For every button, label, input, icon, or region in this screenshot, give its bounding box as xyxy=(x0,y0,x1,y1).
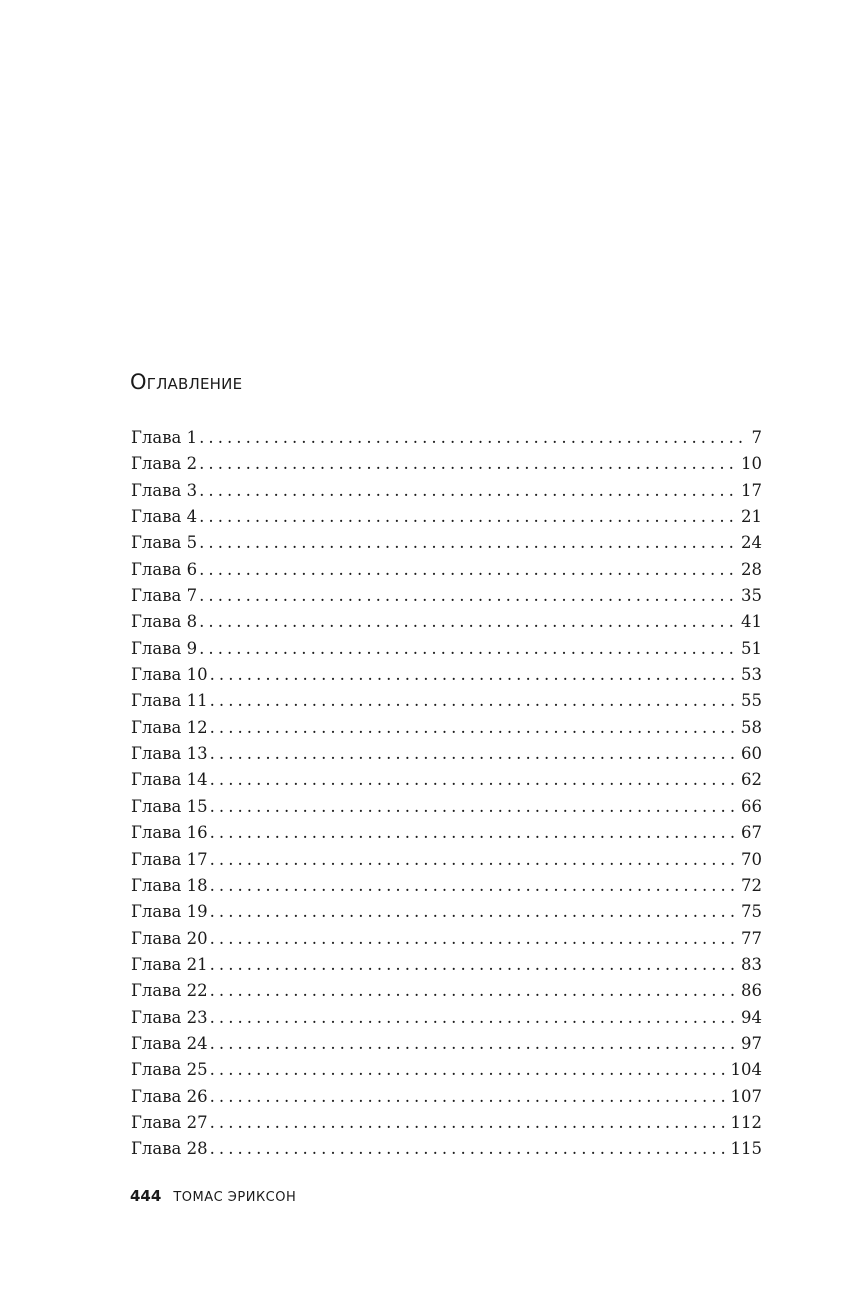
toc-entry-27[interactable] xyxy=(131,1110,762,1136)
toc-entry-page: 67 xyxy=(737,820,762,846)
toc-entry-13[interactable] xyxy=(131,741,762,767)
toc-entry-label: Глава 19 xyxy=(131,899,210,925)
toc-entry-label: Глава 25 xyxy=(131,1057,210,1083)
toc-dot-leader xyxy=(210,1110,727,1136)
toc-entry-label: Глава 12 xyxy=(131,715,210,741)
toc-entry-label: Глава 24 xyxy=(131,1031,210,1057)
toc-dot-leader xyxy=(199,451,737,477)
toc-entry-label: Глава 9 xyxy=(131,636,199,662)
toc-entry-label: Глава 15 xyxy=(131,794,210,820)
toc-entry-label: Глава 7 xyxy=(131,583,199,609)
toc-entry-label: Глава 17 xyxy=(131,847,210,873)
toc-entry-8[interactable] xyxy=(131,609,762,635)
toc-entry-page: 94 xyxy=(737,1005,762,1031)
toc-entry-16[interactable] xyxy=(131,820,762,846)
toc-entry-page: 21 xyxy=(737,504,762,530)
toc-entry-15[interactable] xyxy=(131,794,762,820)
footer-author: ТОМАС ЭРИКСОН xyxy=(173,1190,297,1205)
toc-entry-page: 51 xyxy=(737,636,762,662)
toc-entry-page: 55 xyxy=(737,688,762,714)
toc-entry-label: Глава 10 xyxy=(131,662,210,688)
toc-dot-leader xyxy=(210,873,737,899)
toc-entry-page: 86 xyxy=(737,978,762,1004)
toc-entry-label: Глава 18 xyxy=(131,873,210,899)
toc-entry-7[interactable] xyxy=(131,583,762,609)
toc-entry-page: 10 xyxy=(737,451,762,477)
toc-entry-22[interactable] xyxy=(131,978,762,1004)
toc-dot-leader xyxy=(199,478,737,504)
toc-entry-26[interactable] xyxy=(131,1084,762,1110)
toc-dot-leader xyxy=(199,609,737,635)
toc-entry-9[interactable] xyxy=(131,636,762,662)
toc-dot-leader xyxy=(210,767,737,793)
toc-entry-2[interactable] xyxy=(131,451,762,477)
toc-entry-19[interactable] xyxy=(131,899,762,925)
toc-dot-leader xyxy=(210,662,737,688)
toc-entry-6[interactable] xyxy=(131,557,762,583)
toc-dot-leader xyxy=(210,688,737,714)
toc-dot-leader xyxy=(199,636,737,662)
toc-entry-label: Глава 20 xyxy=(131,926,210,952)
toc-entry-21[interactable] xyxy=(131,952,762,978)
toc-entry-label: Глава 5 xyxy=(131,530,199,556)
toc-dot-leader xyxy=(199,425,747,451)
toc-entry-page: 75 xyxy=(737,899,762,925)
toc-entry-label: Глава 11 xyxy=(131,688,210,714)
toc-entry-page: 112 xyxy=(727,1110,763,1136)
toc-entry-page: 41 xyxy=(737,609,762,635)
toc-dot-leader xyxy=(210,952,737,978)
toc-entry-page: 104 xyxy=(727,1057,763,1083)
toc-entry-page: 115 xyxy=(727,1136,763,1162)
toc-dot-leader xyxy=(199,557,737,583)
toc-dot-leader xyxy=(210,794,737,820)
toc-dot-leader xyxy=(210,847,737,873)
toc-entry-label: Глава 26 xyxy=(131,1084,210,1110)
toc-entry-page: 107 xyxy=(727,1084,763,1110)
toc-entry-label: Глава 4 xyxy=(131,504,199,530)
toc-dot-leader xyxy=(210,1136,727,1162)
toc-entry-page: 24 xyxy=(737,530,762,556)
toc-entry-4[interactable] xyxy=(131,504,762,530)
toc-dot-leader xyxy=(210,1005,737,1031)
toc-entry-17[interactable] xyxy=(131,847,762,873)
toc-entry-page: 58 xyxy=(737,715,762,741)
toc-entry-label: Глава 1 xyxy=(131,425,199,451)
toc-entry-5[interactable] xyxy=(131,530,762,556)
toc-dot-leader xyxy=(210,926,737,952)
toc-entry-23[interactable] xyxy=(131,1005,762,1031)
table-of-contents xyxy=(131,425,762,1163)
toc-dot-leader xyxy=(199,530,737,556)
toc-entry-label: Глава 28 xyxy=(131,1136,210,1162)
toc-entry-page: 77 xyxy=(737,926,762,952)
toc-entry-label: Глава 8 xyxy=(131,609,199,635)
page-footer xyxy=(130,1187,296,1205)
toc-entry-page: 70 xyxy=(737,847,762,873)
toc-entry-label: Глава 13 xyxy=(131,741,210,767)
toc-entry-3[interactable] xyxy=(131,478,762,504)
toc-entry-label: Глава 22 xyxy=(131,978,210,1004)
toc-entry-page: 72 xyxy=(737,873,762,899)
toc-entry-label: Глава 21 xyxy=(131,952,210,978)
toc-entry-28[interactable] xyxy=(131,1136,762,1162)
toc-entry-1[interactable] xyxy=(131,425,762,451)
toc-dot-leader xyxy=(210,1031,737,1057)
toc-entry-20[interactable] xyxy=(131,926,762,952)
toc-entry-page: 66 xyxy=(737,794,762,820)
footer-page-number: 444 xyxy=(130,1187,162,1205)
toc-entry-page: 7 xyxy=(748,425,763,451)
toc-entry-label: Глава 6 xyxy=(131,557,199,583)
toc-dot-leader xyxy=(199,583,737,609)
toc-heading: Оглавление xyxy=(130,370,243,394)
toc-dot-leader xyxy=(210,741,737,767)
toc-entry-14[interactable] xyxy=(131,767,762,793)
toc-entry-label: Глава 2 xyxy=(131,451,199,477)
toc-entry-page: 17 xyxy=(737,478,762,504)
toc-dot-leader xyxy=(210,978,737,1004)
toc-dot-leader xyxy=(210,715,737,741)
toc-entry-page: 60 xyxy=(737,741,762,767)
toc-entry-page: 28 xyxy=(737,557,762,583)
toc-entry-label: Глава 16 xyxy=(131,820,210,846)
toc-dot-leader xyxy=(210,899,737,925)
toc-entry-page: 83 xyxy=(737,952,762,978)
toc-dot-leader xyxy=(199,504,737,530)
toc-dot-leader xyxy=(210,820,737,846)
toc-entry-label: Глава 14 xyxy=(131,767,210,793)
toc-entry-25[interactable] xyxy=(131,1057,762,1083)
toc-entry-page: 53 xyxy=(737,662,762,688)
toc-entry-label: Глава 23 xyxy=(131,1005,210,1031)
toc-entry-24[interactable] xyxy=(131,1031,762,1057)
toc-dot-leader xyxy=(210,1057,727,1083)
toc-entry-10[interactable] xyxy=(131,662,762,688)
toc-entry-label: Глава 3 xyxy=(131,478,199,504)
toc-entry-page: 35 xyxy=(737,583,762,609)
toc-entry-label: Глава 27 xyxy=(131,1110,210,1136)
toc-entry-12[interactable] xyxy=(131,715,762,741)
toc-entry-11[interactable] xyxy=(131,688,762,714)
toc-entry-page: 97 xyxy=(737,1031,762,1057)
toc-dot-leader xyxy=(210,1084,727,1110)
toc-entry-page: 62 xyxy=(737,767,762,793)
toc-entry-18[interactable] xyxy=(131,873,762,899)
